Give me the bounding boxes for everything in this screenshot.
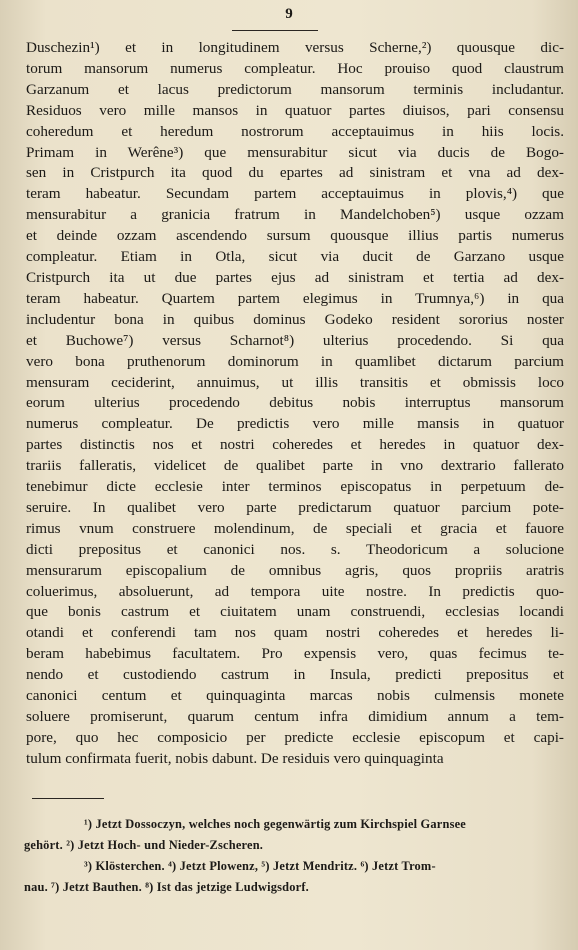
text-line: partes distinctis nos et nostri coheredes et heredes in quatuor dex- — [26, 436, 564, 454]
text-line: vero bona pruthenorum dominorum in quamlibet dictarum parcium — [26, 352, 564, 370]
text-line: coheredum et heredum nostrorum acceptauimus in hiis locis. — [26, 122, 564, 140]
text-line: Primam in Werêne³) que mensurabitur sicut via ducis de Bogo- — [26, 143, 564, 161]
text-line: eorum ulterius procedendo debitus nobis interruptus mansorum — [26, 394, 564, 412]
text-line: beram habebimus facultatem. Pro expensis vero, quas fecimus te- — [26, 645, 564, 663]
text-line: et Buchowe⁷) versus Scharnot⁸) ulterius procedendo. Si qua — [26, 331, 564, 349]
text-line: dicti prepositus et canonici nos. s. Theodoricum a solucione — [26, 540, 564, 558]
text-line: trariis falleratis, videlicet de qualibet parte in vno dextrario fallerato — [26, 457, 564, 475]
text-line: pore, quo hec composicio per predicte ecclesie episcopum et capi- — [26, 728, 564, 746]
text-line: Cristpurch ita ut due partes ejus ad sinistram et tertia ad dex- — [26, 268, 564, 286]
text-line: torum mansorum numerus compleatur. Hoc prouiso quod claustrum — [26, 59, 564, 77]
text-line: mensurabitur a granicia fratrum in Mandelchoben⁵) usque ozzam — [26, 206, 564, 224]
text-line: rimus vnum construere molendinum, de speciali et gracia et fauore — [26, 519, 564, 537]
footnote-separator — [32, 798, 104, 799]
text-line: numerus compleatur. De predictis vero mille mansis in quatuor — [26, 415, 564, 433]
text-line: otandi et conferendi tam nos quam nostri coheredes et heredes li- — [26, 624, 564, 642]
footnote-line: ¹) Jetzt Dossoczyn, welches noch gegenwärtig zum Kirchspiel Garnsee — [84, 817, 467, 831]
footnote-line: gehört. ²) Jetzt Hoch- und Nieder-Zscheren. — [24, 838, 264, 852]
text-line: compleatur. Etiam in Otla, sicut via ducit de Garzano usque — [26, 248, 564, 266]
text-line: et deinde ozzam ascendendo sursum quousque illius partis numerus — [26, 227, 564, 245]
text-line: mensuram ceciderint, annuimus, ut illis transitis et obmissis loco — [26, 373, 564, 391]
text-line: teram habeatur. Secundam partem acceptauimus in plovis,⁴) que — [26, 185, 564, 203]
text-line: mensurarum episcopalium de omnibus agris, quos propriis aratris — [26, 561, 564, 579]
text-line: que bonis castrum et ciuitatem unam construendi, ecclesias locandi — [26, 603, 564, 621]
text-line: Garzanum et lacus predictorum mansorum terminis includantur. — [26, 80, 564, 98]
text-line: includentur bona in quibus dominus Godeko resident sororius noster — [26, 310, 564, 328]
text-line: soluere promiserunt, quarum centum infra dimidium annum a tem- — [26, 708, 564, 725]
text-line: Duschezin¹) et in longitudinem versus Scherne,²) quousque dic- — [26, 39, 564, 56]
text-line: coluerimus, absoluerunt, ad tempora uite nostre. In predictis quo- — [26, 582, 564, 600]
text-line: nendo et custodiendo castrum in Insula, predicti prepositus et — [26, 666, 564, 684]
footnote-line: nau. ⁷) Jetzt Bauthen. ⁸) Ist das jetzige Ludwigsdorf. — [24, 880, 309, 894]
footnote-line: ³) Klösterchen. ⁴) Jetzt Plowenz, ⁵) Jetzt Mendritz. ⁶) Jetzt Trom- — [84, 859, 436, 873]
footnotes — [24, 814, 564, 898]
page-number: 9 — [285, 6, 293, 22]
text-line: sen in Cristpurch ita quod du epartes ad sinistram et vna ad dex- — [26, 164, 564, 182]
text-line: tulum confirmata fuerit, nobis dabunt. De residuis vero quinquaginta — [26, 749, 444, 767]
main-text — [26, 38, 564, 770]
text-line: teram habeatur. Quartem partem elegimus in Trumnya,⁶) in qua — [26, 289, 564, 307]
text-line: canonici centum et quinquaginta marcas nobis culmensis monete — [26, 687, 564, 705]
header-rule — [232, 30, 318, 31]
text-line: seruire. In qualibet vero parte predictarum quatuor parcium pote- — [26, 498, 564, 516]
text-line: tenebimur dicte ecclesie inter terminos episcopatus in perpetuum de- — [26, 478, 564, 496]
text-line: Residuos vero mille mansos in quatuor partes diuisos, pari consensu — [26, 101, 564, 119]
